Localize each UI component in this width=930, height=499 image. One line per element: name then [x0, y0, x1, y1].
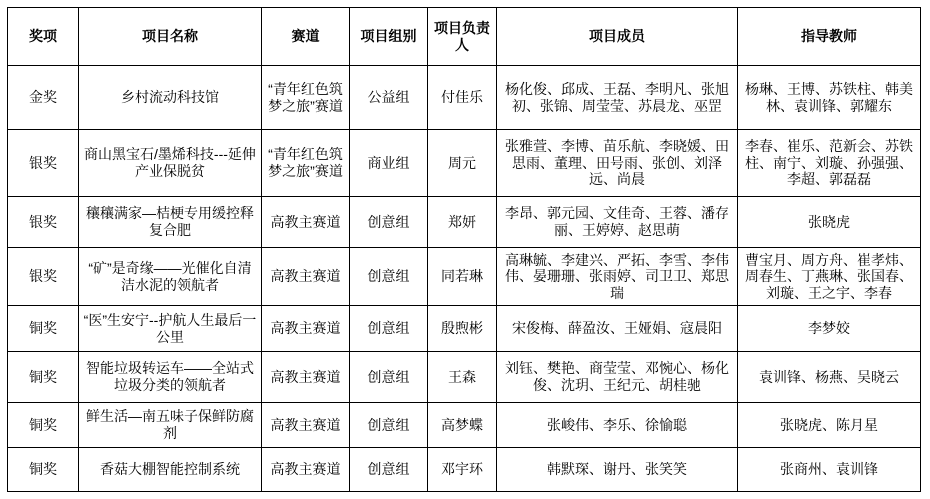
cell-award: 银奖 — [8, 130, 79, 197]
cell-group: 创意组 — [350, 448, 428, 492]
cell-leader: 同若琳 — [428, 248, 497, 306]
cell-teachers: 李梦姣 — [738, 306, 921, 352]
table-row — [8, 197, 921, 248]
cell-track: “青年红色筑梦之旅”赛道 — [262, 66, 350, 130]
header-track: 赛道 — [262, 8, 350, 66]
table-row — [8, 248, 921, 306]
header-group: 项目组别 — [350, 8, 428, 66]
cell-teachers: 杨琳、王博、苏铁柱、韩美林、袁训锋、郭耀东 — [738, 66, 921, 130]
cell-name: “矿”是奇缘——光催化自清洁水泥的领航者 — [79, 248, 262, 306]
cell-name: 智能垃圾转运车——全站式垃圾分类的领航者 — [79, 352, 262, 403]
cell-award: 铜奖 — [8, 352, 79, 403]
header-award: 奖项 — [8, 8, 79, 66]
cell-members: 刘钰、樊艳、商莹莹、邓惋心、杨化俊、沈玥、王纪元、胡桂驰 — [497, 352, 738, 403]
cell-leader: 郑妍 — [428, 197, 497, 248]
cell-members: 高琳毓、李建兴、严拓、李雪、李伟伟、晏珊珊、张雨婷、司卫卫、郑思瑞 — [497, 248, 738, 306]
cell-teachers: 袁训锋、杨燕、吴晓云 — [738, 352, 921, 403]
cell-leader: 付佳乐 — [428, 66, 497, 130]
cell-name: 鲜生活—南五味子保鲜防腐剂 — [79, 403, 262, 448]
cell-track: 高教主赛道 — [262, 403, 350, 448]
header-name: 项目名称 — [79, 8, 262, 66]
table-row — [8, 352, 921, 403]
cell-members: 张雅萱、李博、苗乐航、李晓媛、田思雨、董理、田号雨、张创、刘泽远、尚晨 — [497, 130, 738, 197]
cell-award: 铜奖 — [8, 403, 79, 448]
cell-members: 杨化俊、邱成、王磊、李明凡、张旭初、张锦、周莹莹、苏晨龙、巫罡 — [497, 66, 738, 130]
cell-award: 银奖 — [8, 197, 79, 248]
cell-track: “青年红色筑梦之旅”赛道 — [262, 130, 350, 197]
cell-leader: 殷煦彬 — [428, 306, 497, 352]
cell-track: 高教主赛道 — [262, 448, 350, 492]
cell-name: “医”生安宁--护航人生最后一公里 — [79, 306, 262, 352]
cell-teachers: 李春、崔乐、范新会、苏铁柱、南宁、刘璇、孙强强、李超、郭磊磊 — [738, 130, 921, 197]
cell-name: 穰穰满家—桔梗专用缓控释复合肥 — [79, 197, 262, 248]
table-row — [8, 306, 921, 352]
cell-teachers: 曹宝月、周方舟、崔孝炜、周春生、丁燕琳、张国春、刘璇、王之宇、李春 — [738, 248, 921, 306]
cell-group: 创意组 — [350, 197, 428, 248]
cell-members: 李昂、郭元园、文佳奇、王蓉、潘存丽、王婷婷、赵思萌 — [497, 197, 738, 248]
cell-members: 韩默琛、谢丹、张笑笑 — [497, 448, 738, 492]
cell-group: 商业组 — [350, 130, 428, 197]
cell-members: 宋俊梅、薛盈汝、王娅娟、寇晨阳 — [497, 306, 738, 352]
cell-award: 银奖 — [8, 248, 79, 306]
cell-name: 商山黑宝石/墨烯科技---延伸产业保脱贫 — [79, 130, 262, 197]
table-row — [8, 66, 921, 130]
cell-teachers: 张商州、袁训锋 — [738, 448, 921, 492]
cell-name: 乡村流动科技馆 — [79, 66, 262, 130]
cell-members: 张峻伟、李乐、徐愉聪 — [497, 403, 738, 448]
cell-group: 创意组 — [350, 248, 428, 306]
table-row — [8, 403, 921, 448]
table-header-row — [8, 8, 921, 66]
header-teachers: 指导教师 — [738, 8, 921, 66]
cell-track: 高教主赛道 — [262, 248, 350, 306]
awards-table — [7, 7, 921, 492]
cell-award: 金奖 — [8, 66, 79, 130]
cell-teachers: 张晓虎 — [738, 197, 921, 248]
cell-group: 公益组 — [350, 66, 428, 130]
cell-group: 创意组 — [350, 306, 428, 352]
table-row — [8, 448, 921, 492]
cell-group: 创意组 — [350, 403, 428, 448]
header-leader: 项目负责人 — [428, 8, 497, 66]
cell-leader: 王森 — [428, 352, 497, 403]
cell-award: 铜奖 — [8, 306, 79, 352]
cell-track: 高教主赛道 — [262, 306, 350, 352]
cell-leader: 邓宇环 — [428, 448, 497, 492]
cell-leader: 周元 — [428, 130, 497, 197]
cell-track: 高教主赛道 — [262, 352, 350, 403]
table-row — [8, 130, 921, 197]
cell-group: 创意组 — [350, 352, 428, 403]
cell-track: 高教主赛道 — [262, 197, 350, 248]
header-members: 项目成员 — [497, 8, 738, 66]
cell-award: 铜奖 — [8, 448, 79, 492]
cell-teachers: 张晓虎、陈月星 — [738, 403, 921, 448]
cell-leader: 高梦蝶 — [428, 403, 497, 448]
cell-name: 香菇大棚智能控制系统 — [79, 448, 262, 492]
